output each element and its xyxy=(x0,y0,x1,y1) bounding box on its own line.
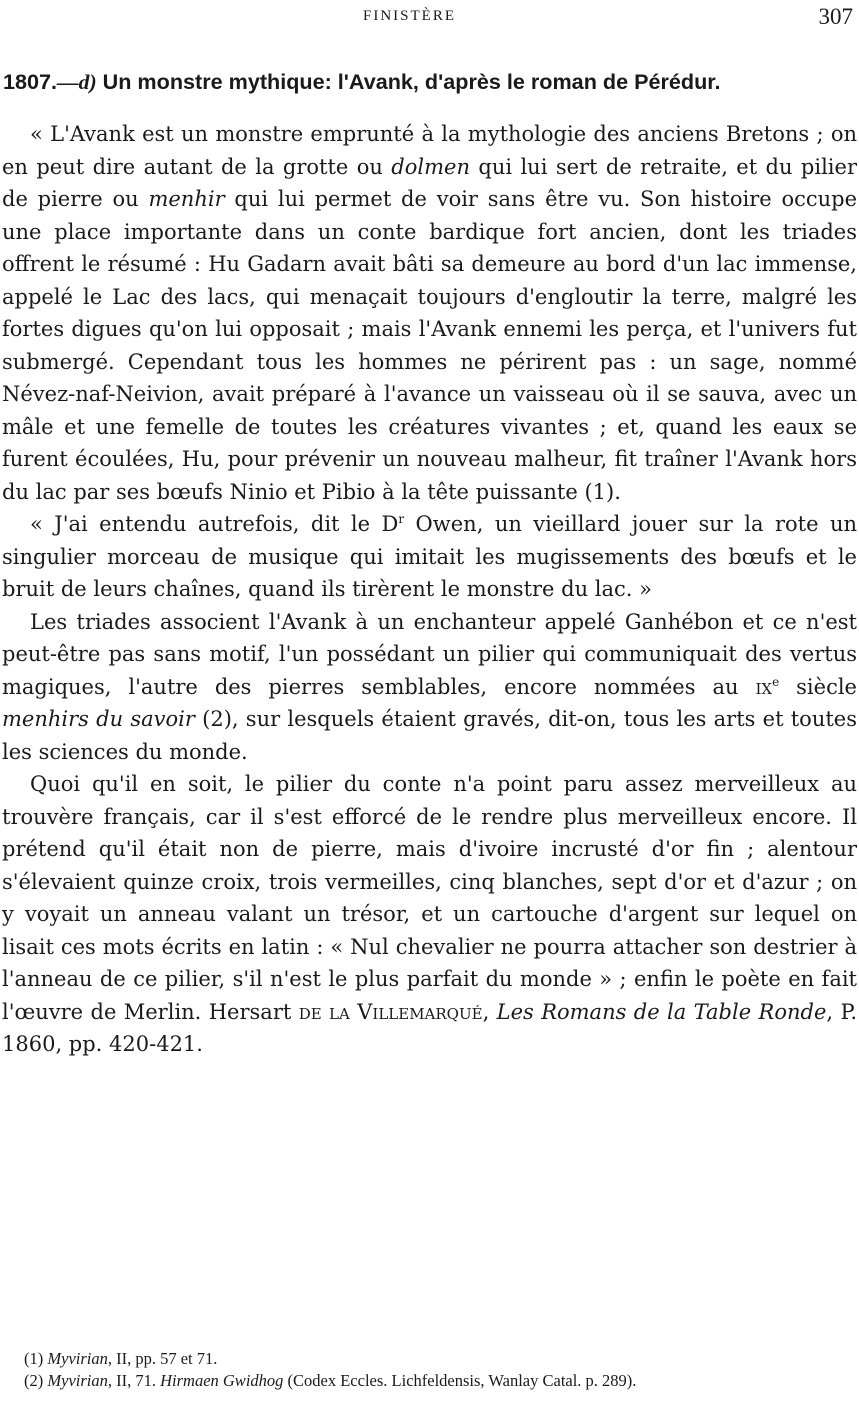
footnote-source: Myvirian xyxy=(47,1371,108,1390)
page-number: 307 xyxy=(818,4,853,29)
entry-heading xyxy=(3,68,859,96)
footnote-source: Hirmaen Gwidhog xyxy=(160,1371,284,1390)
text-run: Quoi qu'il en soit, le pilier du conte n'a point paru assez merveilleux au trouvère français, car il s'est efforcé de le rendre plus merveilleux encore. Il prétend qu'il était non de pierre, mais d'ivoire incrusté d'or fin ; alentour s'élevaient quinze croix, trois vermeilles, cinq blanches, sept d'or et d'azur ; on y voyait un anneau valant un trésor, et un cartouche d'argent sur lequel on lisait ces mots écrits en latin : « Nul chevalier ne pourra attacher son destrier à l'anneau de ce pilier, s'il n'est le plus parfait du monde » ; enfin le poète en fait l'œuvre de Merlin. Hersart xyxy=(2,772,857,1024)
text-run: , P. 1860, pp. 420-421. xyxy=(2,999,858,1056)
running-header xyxy=(0,6,859,28)
entry-number: 1807. xyxy=(3,69,58,94)
text-run: « L'Avank est un monstre emprunté à la mythologie des anciens Bretons ; on en peut dire autant de la grotte ou xyxy=(2,122,857,179)
paragraph-3 xyxy=(2,606,857,769)
book-title: Les Romans de la Table Ronde xyxy=(496,999,827,1024)
italic-term: dolmen xyxy=(391,154,470,179)
entry-letter: —d) xyxy=(57,70,97,94)
text-run: , xyxy=(482,999,497,1024)
text-run: siècle xyxy=(779,674,857,699)
paragraph-1 xyxy=(2,118,857,508)
italic-term: menhirs du savoir xyxy=(2,707,195,731)
text-run: Owen, un vieillard jouer sur la rote un singulier morceau de musique qui imitait les mugissements des bœufs et le bruit de leurs chaînes, quand ils tirèrent le monstre du lac. » xyxy=(2,512,857,601)
footnote-2 xyxy=(2,1370,857,1392)
footnote-1 xyxy=(2,1348,857,1370)
footnote-text: , II, 71. xyxy=(107,1371,161,1390)
text-run: qui lui permet de voir sans être vu. Son histoire occupe une place importante dans un conte bardique fort ancien, dont les triades offrent le résumé : Hu Gadarn avait bâti sa demeure au bord d'un lac immense, appelé le Lac des lacs, qui menaçait toujours d'engloutir la terre, malgré les fortes digues qu'on lui opposait ; mais l'Avank ennemi les perça, et l'univers fut submergé. Cependant tous les hommes ne périrent pas : un sage, nommé Névez-naf-Neivion, avait préparé à l'avance un vaisseau où il se sauva, avec un mâle et une femelle de toutes les créatures vivantes ; et, quand les eaux se furent écoulées, Hu, pour prévenir un nouveau malheur, fit traîner l'Avank hors du lac par ses bœufs Ninio et Pibio à la tête puissante (1). xyxy=(2,187,858,504)
superscript: r xyxy=(398,512,405,526)
century-numeral: ix xyxy=(755,674,773,699)
italic-term: menhir xyxy=(148,187,225,211)
entry-title: Un monstre mythique: l'Avank, d'après le roman de Pérédur. xyxy=(96,69,721,94)
footnote-text: , II, pp. 57 et 71. xyxy=(107,1349,218,1368)
author-name: de la Villemarqué xyxy=(298,999,483,1024)
footnote-number: (1) xyxy=(24,1349,48,1368)
footnote-text: (Codex Eccles. Lichfeldensis, Wanlay Catal. p. 289). xyxy=(283,1371,637,1390)
body-text xyxy=(2,118,857,1061)
paragraph-4 xyxy=(2,768,857,1061)
paragraph-2 xyxy=(2,508,857,606)
text-run: qui lui sert de retraite, et du pilier de pierre ou xyxy=(2,154,857,211)
text-run: « J'ai entendu autrefois, dit le D xyxy=(30,512,399,536)
footnote-number: (2) xyxy=(24,1371,48,1390)
footnotes xyxy=(2,1348,857,1392)
footnote-source: Myvirian xyxy=(47,1349,108,1368)
running-title: FINISTÈRE xyxy=(363,8,456,24)
superscript: e xyxy=(772,674,780,689)
text-run: (2), sur lesquels étaient gravés, dit-on, tous les arts et toutes les sciences du monde. xyxy=(2,707,857,764)
text-run: Les triades associent l'Avank à un enchanteur appelé Ganhébon et ce n'est peut-être pas sans motif, l'un possédant un pilier qui communiquait des vertus magiques, l'autre des pierres semblables, encore nommées au xyxy=(2,609,857,699)
